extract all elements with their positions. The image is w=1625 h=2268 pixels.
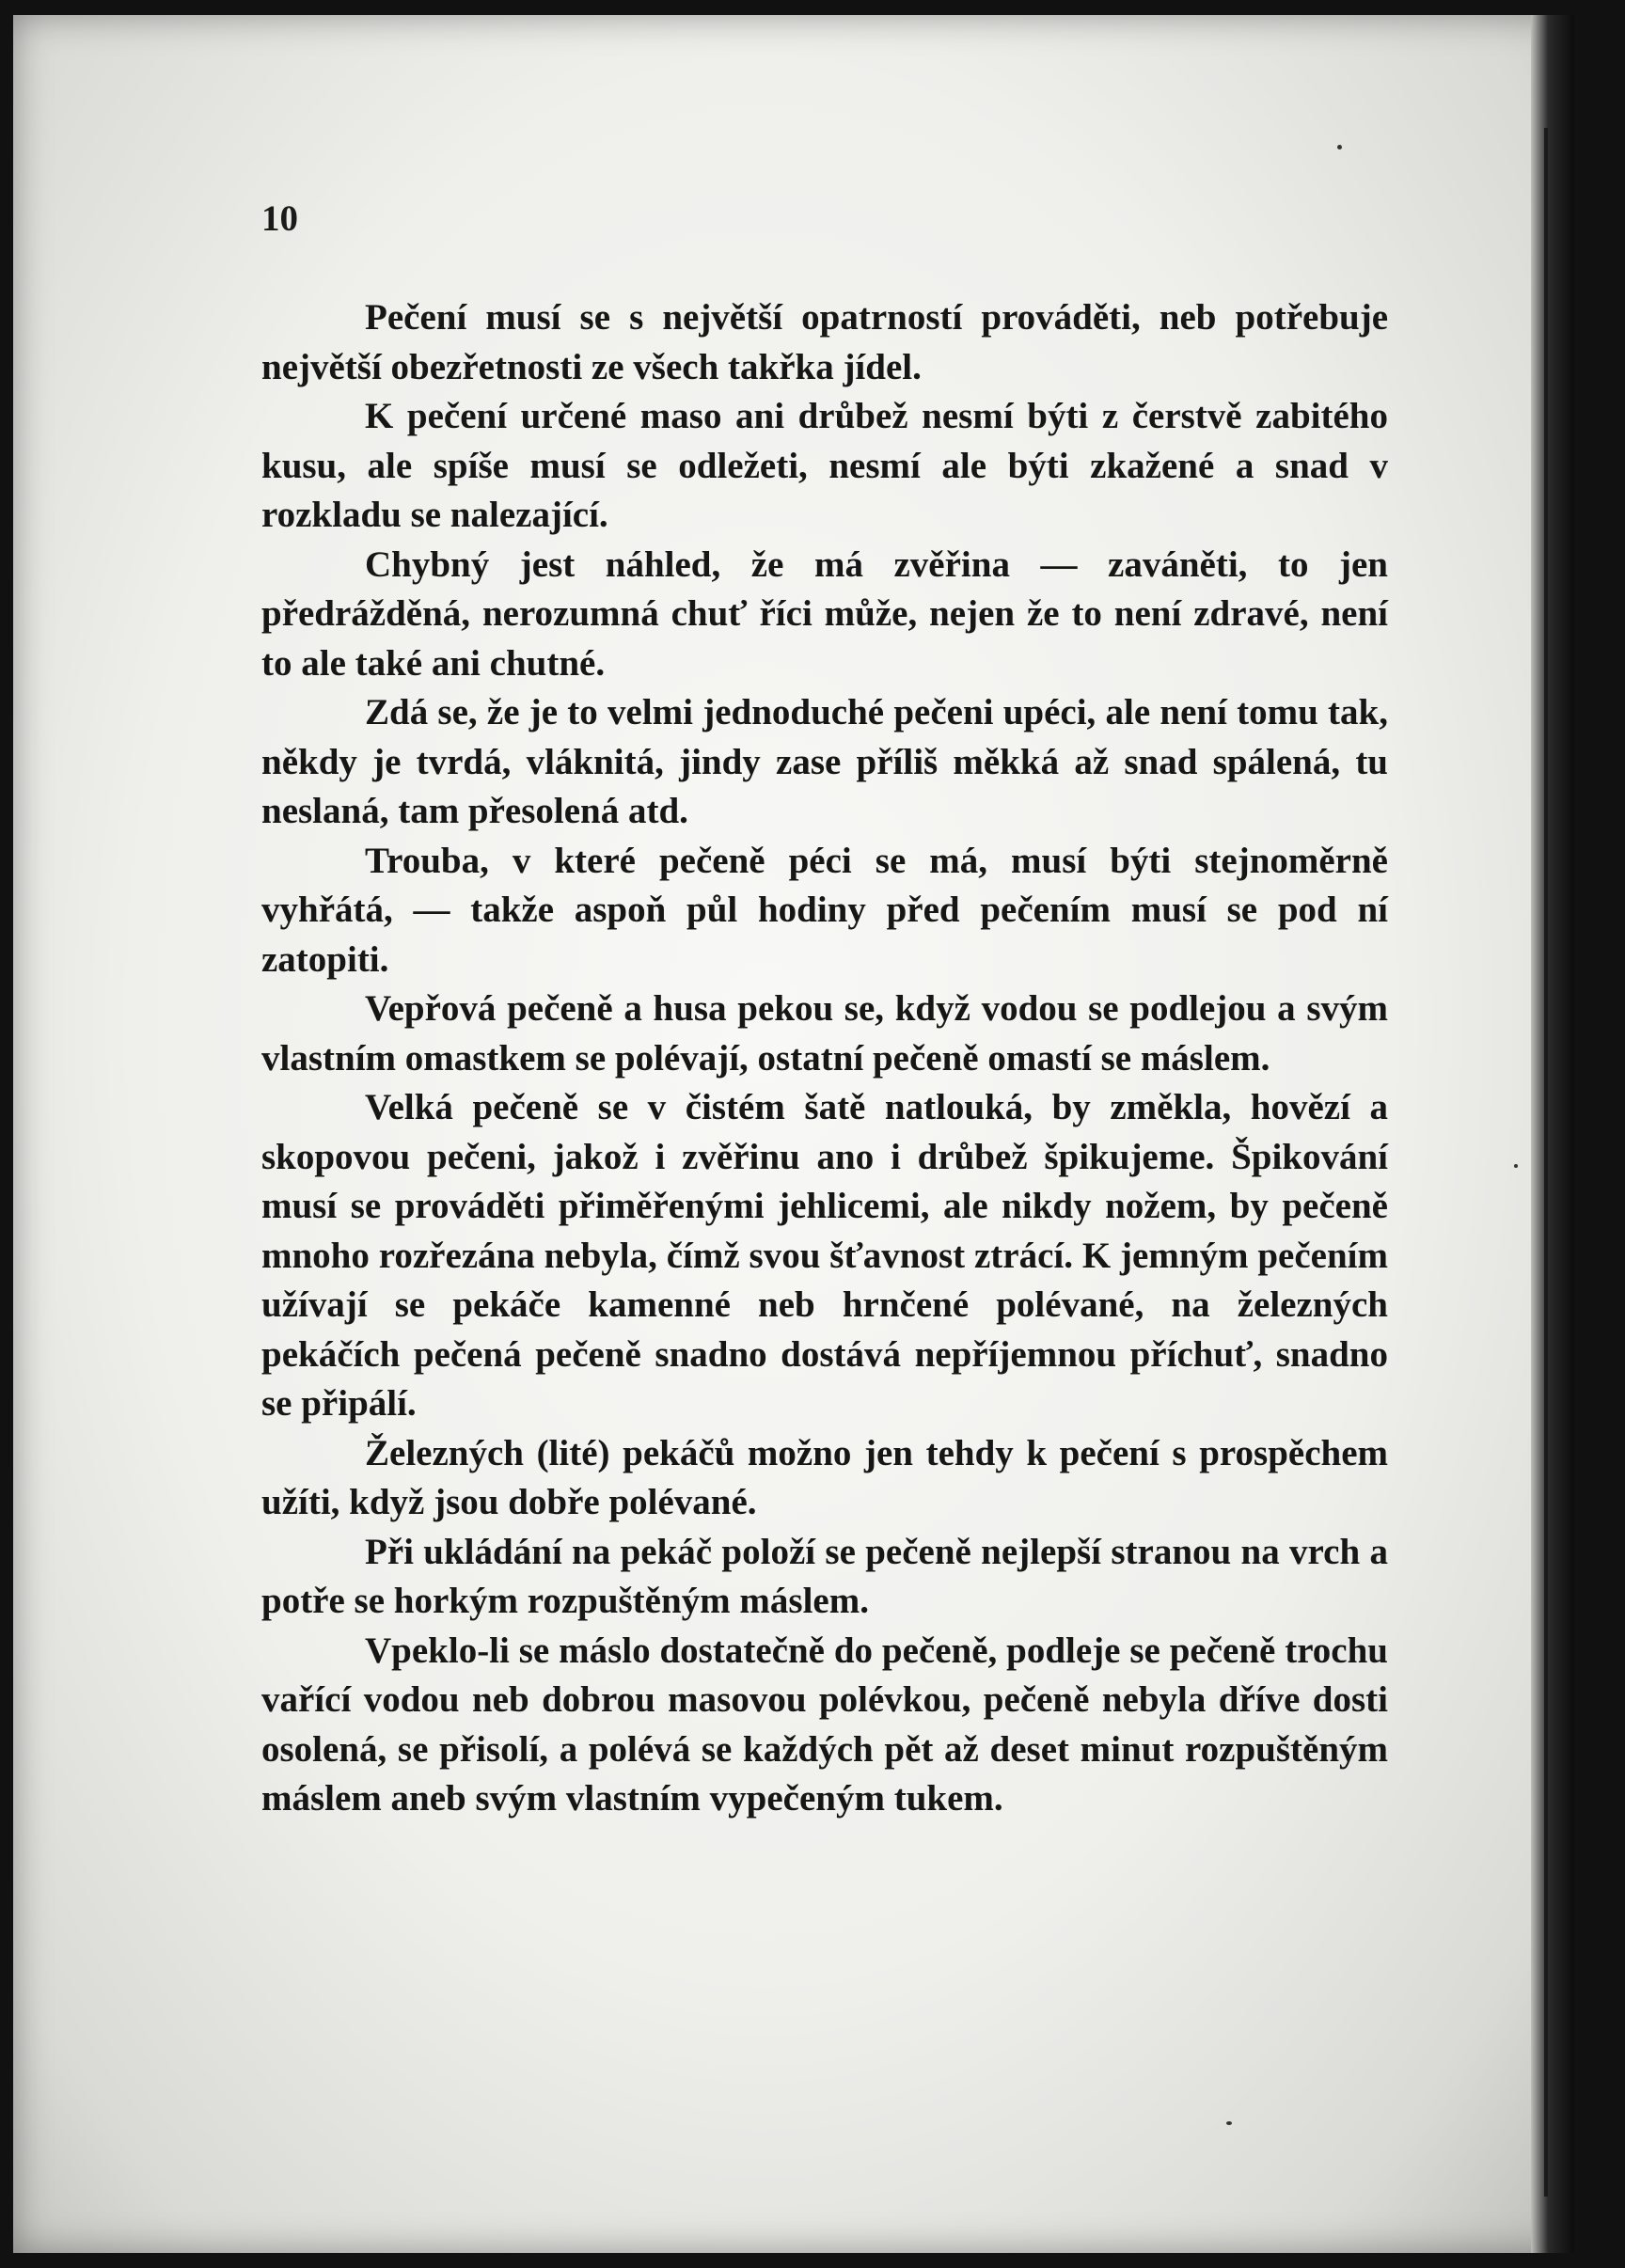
paragraph: Zdá se, že je to velmi jednoduché pečeni upéci, ale není tomu tak, někdy je tvrdá, vláknitá, jindy zase příliš měkká až snad spálená, tu neslaná, tam přesolená atd. [261,692,1388,831]
page-number: 10 [261,198,298,239]
paragraph: Železných (lité) pekáčů možno jen tehdy k pečení s prospěchem užíti, když jsou dobře polévané. [261,1432,1388,1522]
paragraph: Pečení musí se s největší opatrností prováděti, neb potřebuje největší obezřetnosti ze všech takřka jídel. [261,297,1388,387]
paragraph: Chybný jest náhled, že má zvěřina — zaváněti, to jen předrážděná, nerozumná chuť říci může, nejen že to není zdravé, není to ale také ani chutné. [261,543,1388,684]
print-speck [1226,2121,1232,2125]
print-speck [1514,1164,1518,1168]
book-spine-shadow [1531,15,1574,2253]
paragraph: Velká pečeně se v čistém šatě natlouká, by změkla, hovězí a skopovou pečeni, jakož i zvěřinu ano i drůbež špikujeme. Špikování musí se prováděti přiměřenými jehlicemi, ale nikdy nožem, by pečeně mnoho rozřezána nebyla, čímž svou šťavnost ztrácí. K jemným pečením užívají se pekáče kamenné neb hrnčené polévané, na železných pekáčích pečená pečeně snadno dostává nepříjemnou příchuť, snadno se připálí. [261,1087,1388,1424]
binding-edge [1544,128,1548,2197]
paragraph: Při ukládání na pekáč položí se pečeně nejlepší stranou na vrch a potře se horkým rozpuštěným máslem. [261,1531,1388,1621]
print-speck [1337,145,1342,150]
paragraph: Vepřová pečeně a husa pekou se, když vodou se podlejou a svým vlastním omastkem se polévají, ostatní pečeně omastí se máslem. [261,988,1388,1079]
paragraph: K pečení určené maso ani drůbež nesmí býti z čerstvě zabitého kusu, ale spíše musí se odležeti, nesmí ale býti zkažené a snad v rozkladu se nalezající. [261,396,1388,535]
paper-sheet [13,15,1574,2253]
paragraph: Trouba, v které pečeně péci se má, musí býti stejnoměrně vyhřátá, — takže aspoň půl hodiny před pečením musí se pod ní zatopiti. [261,840,1388,980]
paragraph: Vpeklo-li se máslo dostatečně do pečeně, podleje se pečeně trochu vařící vodou neb dobrou masovou polévkou, pečeně nebyla dříve dosti osolená, se přisolí, a polévá se každých pět až deset minut rozpuštěným máslem aneb svým vlastním vypečeným tukem. [261,1630,1388,1819]
body-text [261,293,1388,1824]
